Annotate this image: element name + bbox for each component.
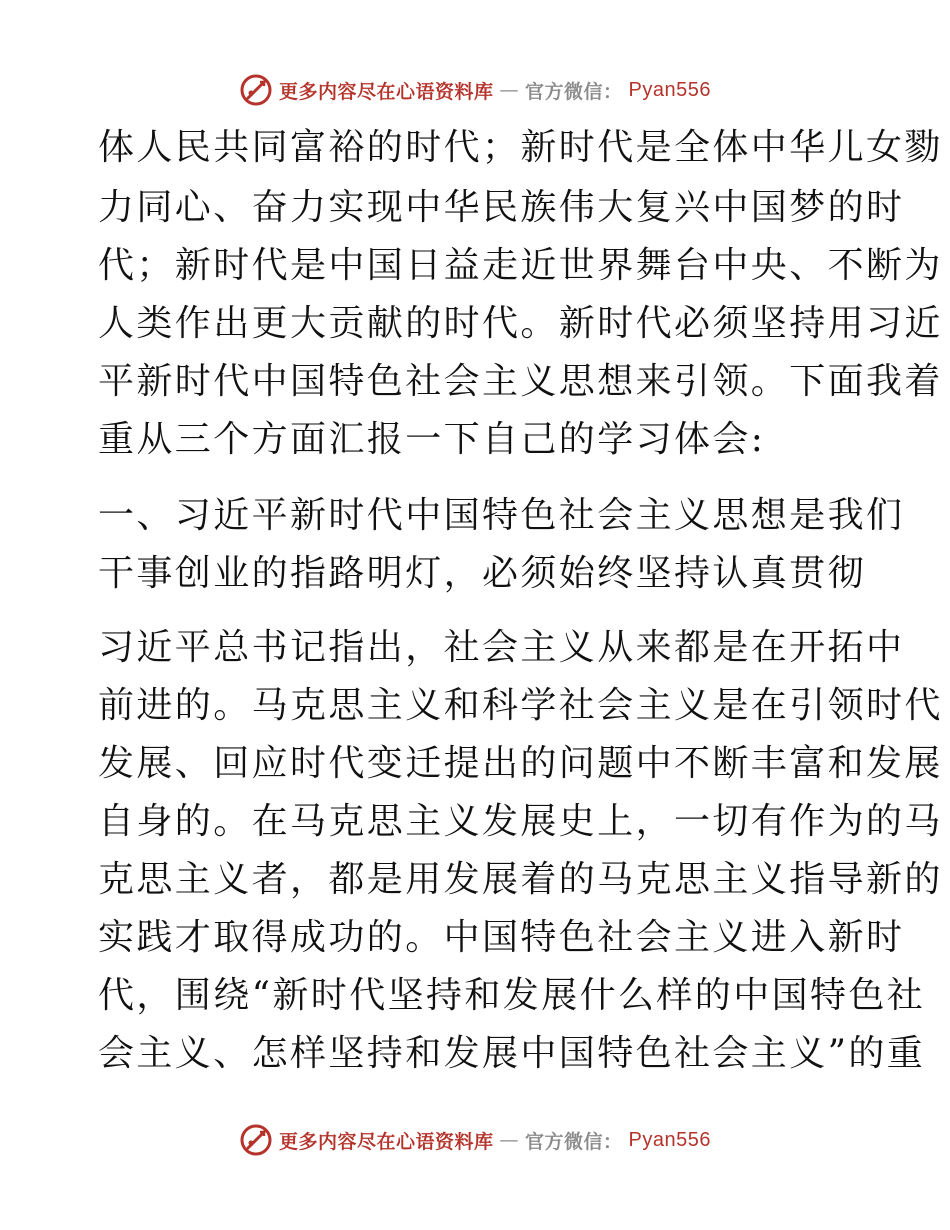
- section-heading-line: 一、习近平新时代中国特色社会主义思想是我们: [98, 495, 905, 536]
- body-line: 前进的。马克思主义和科学社会主义是在引领时代: [98, 685, 943, 726]
- body-line: 习近平总书记指出，社会主义从来都是在开拓中: [98, 627, 905, 668]
- section-heading-line: 干事创业的指路明灯，必须始终坚持认真贯彻: [98, 553, 867, 594]
- body-line: 实践才取得成功的。中国特色社会主义进入新时: [98, 917, 905, 958]
- body-line: 自身的。在马克思主义发展史上，一切有作为的马: [98, 801, 943, 842]
- body-line: 力同心、奋力实现中华民族伟大复兴中国梦的时: [98, 187, 905, 228]
- watermark-official-label: 官方微信：: [525, 1130, 623, 1153]
- watermark-brand-text: 更多内容尽在心语资料库: [279, 80, 494, 103]
- footer-watermark: [0, 1120, 950, 1160]
- header-watermark: [0, 70, 950, 110]
- watermark-wechat-id: Pyan556: [628, 1128, 711, 1151]
- body-line: 会主义、怎样坚持和发展中国特色社会主义”的重: [98, 1033, 926, 1074]
- body-line: 代；新时代是中国日益走近世界舞台中央、不断为: [98, 245, 943, 286]
- body-line: 人类作出更大贡献的时代。新时代必须坚持用习近: [98, 303, 943, 344]
- body-line: 克思主义者，都是用发展着的马克思主义指导新的: [98, 859, 943, 900]
- watermark-logo-icon: [239, 1123, 273, 1157]
- body-line: 体人民共同富裕的时代；新时代是全体中华儿女勠: [98, 127, 943, 168]
- watermark-dash: —: [499, 79, 520, 101]
- watermark-official-label: 官方微信：: [525, 80, 623, 103]
- body-line: 平新时代中国特色社会主义思想来引领。下面我着: [98, 361, 943, 402]
- watermark-dash: —: [499, 1129, 520, 1151]
- watermark-brand-text: 更多内容尽在心语资料库: [279, 1130, 494, 1153]
- body-line: 代，围绕“新时代坚持和发展什么样的中国特色社: [98, 975, 926, 1016]
- watermark-wechat-id: Pyan556: [628, 78, 711, 101]
- watermark-logo-icon: [239, 73, 273, 107]
- body-line: 发展、回应时代变迁提出的问题中不断丰富和发展: [98, 743, 943, 784]
- body-line: 重从三个方面汇报一下自己的学习体会:: [98, 419, 766, 460]
